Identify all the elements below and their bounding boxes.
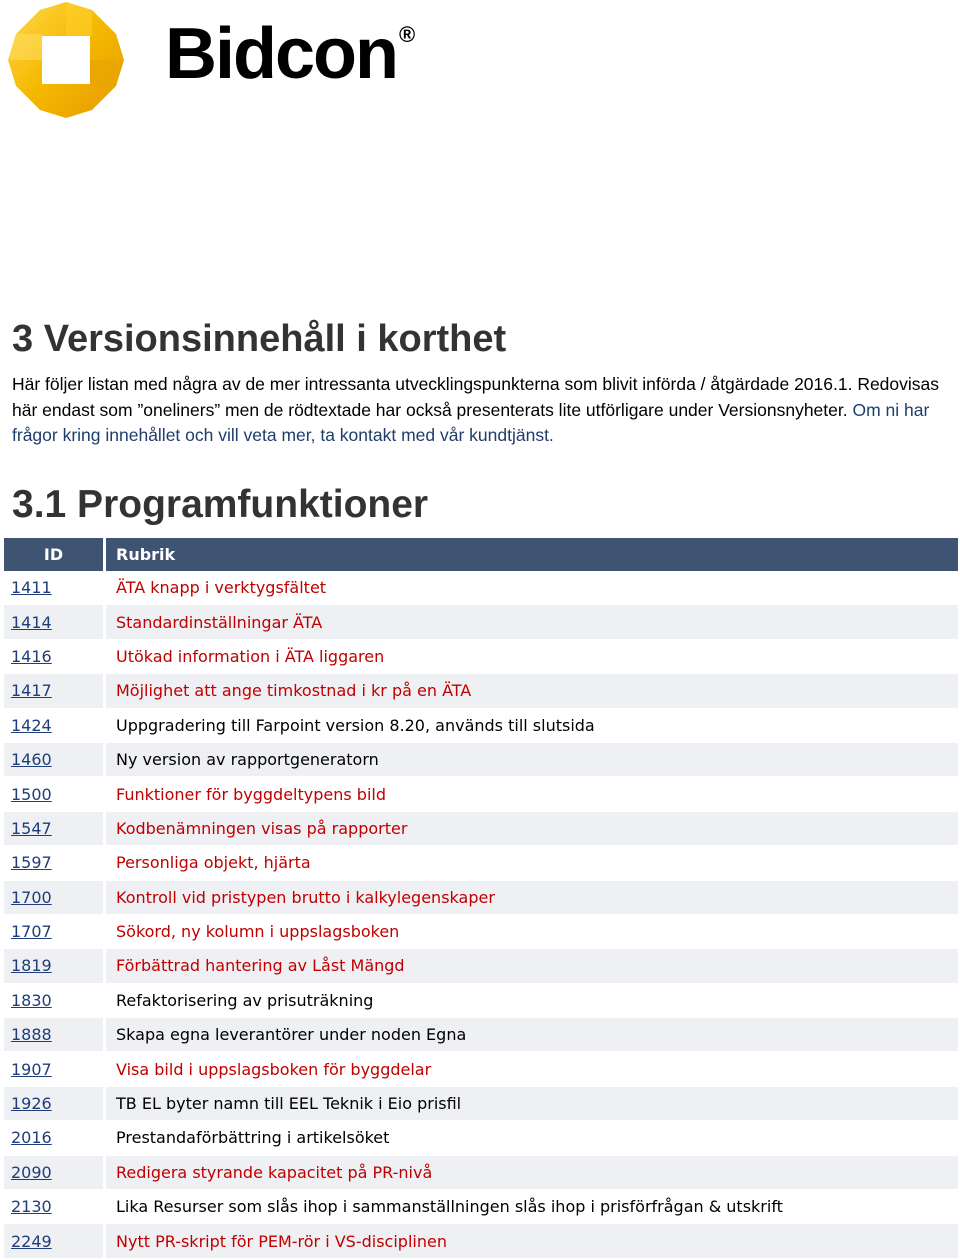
row-id-cell: [4, 674, 105, 708]
intro-contact-text: Om ni har frågor kring innehållet och vill veta mer, ta kontakt med vår kundtjänst.: [12, 399, 930, 446]
issue-id-link[interactable]: 2130: [11, 1197, 52, 1217]
subsection-title: 3.1 Programfunktioner: [12, 483, 429, 526]
row-rubrik-cell: Prestandaförbättring i artikelsöket: [105, 1121, 959, 1155]
row-id-cell: [4, 1052, 105, 1086]
issue-id-link[interactable]: 1907: [11, 1059, 52, 1079]
row-rubrik-cell: Förbättrad hantering av Låst Mängd: [105, 949, 959, 983]
column-header-id: ID: [4, 538, 105, 571]
row-id-cell: [4, 742, 105, 776]
section-title: 3 Versionsinnehåll i korthet: [12, 318, 507, 360]
row-id-cell: [4, 605, 105, 639]
intro-paragraph: [12, 372, 942, 449]
row-rubrik-cell: Standardinställningar ÄTA: [105, 605, 959, 639]
issue-id-link[interactable]: 1597: [11, 853, 52, 873]
row-rubrik-cell: Skapa egna leverantörer under noden Egna: [105, 1018, 959, 1052]
row-id-cell: [4, 811, 105, 845]
row-id-cell: [4, 1190, 105, 1224]
table-header-row: [4, 538, 958, 571]
table-row: [4, 674, 958, 708]
table-row: [4, 1086, 958, 1120]
table-row: [4, 880, 958, 914]
bidcon-logo-icon: [8, 2, 124, 118]
row-rubrik-cell: TB EL byter namn till EEL Teknik i Eio prisfil: [105, 1086, 959, 1120]
table-row: [4, 742, 958, 776]
row-rubrik-cell: Utökad information i ÄTA liggaren: [105, 639, 959, 673]
table-row: [4, 571, 958, 605]
issue-id-link[interactable]: 2016: [11, 1128, 52, 1148]
row-rubrik-cell: Uppgradering till Farpoint version 8.20, används till slutsida: [105, 708, 959, 742]
issue-id-link[interactable]: 1424: [11, 715, 52, 735]
table-row: [4, 605, 958, 639]
table-row: [4, 777, 958, 811]
issue-id-link[interactable]: 1500: [11, 784, 52, 804]
feature-table: [4, 538, 958, 1259]
row-id-cell: [4, 571, 105, 605]
row-rubrik-cell: Möjlighet att ange timkostnad i kr på en ÄTA: [105, 674, 959, 708]
row-rubrik-cell: ÄTA knapp i verktygsfältet: [105, 571, 959, 605]
issue-id-link[interactable]: 1411: [11, 578, 52, 598]
issue-id-link[interactable]: 1460: [11, 750, 52, 770]
column-header-rubrik: Rubrik: [105, 538, 959, 571]
table-row: [4, 1052, 958, 1086]
row-id-cell: [4, 846, 105, 880]
row-id-cell: [4, 983, 105, 1017]
issue-id-link[interactable]: 2090: [11, 1162, 52, 1182]
row-rubrik-cell: Kontroll vid pristypen brutto i kalkylegenskaper: [105, 880, 959, 914]
intro-text: Här följer listan med några av de mer intressanta utvecklingspunkterna som blivit införda / åtgärdade 2016.1. Redovisas här endast som ”oneliners” men de rödtextade har också presenterats lite utförligare under Versionsnyheter.: [12, 374, 940, 420]
row-id-cell: [4, 639, 105, 673]
row-rubrik-cell: Funktioner för byggdeltypens bild: [105, 777, 959, 811]
row-id-cell: [4, 1121, 105, 1155]
table-row: [4, 914, 958, 948]
table-row: [4, 1155, 958, 1189]
row-rubrik-cell: Sökord, ny kolumn i uppslagsboken: [105, 914, 959, 948]
issue-id-link[interactable]: 1707: [11, 922, 52, 942]
row-id-cell: [4, 1224, 105, 1258]
issue-id-link[interactable]: 1547: [11, 818, 52, 838]
issue-id-link[interactable]: 1414: [11, 612, 52, 632]
table-row: [4, 846, 958, 880]
table-row: [4, 1018, 958, 1052]
brand-wordmark: [165, 14, 414, 94]
row-rubrik-cell: Ny version av rapportgeneratorn: [105, 742, 959, 776]
table-row: [4, 1121, 958, 1155]
row-rubrik-cell: Refaktorisering av prisuträkning: [105, 983, 959, 1017]
brand-name: Bidcon: [165, 14, 397, 94]
issue-id-link[interactable]: 1819: [11, 956, 52, 976]
row-id-cell: [4, 880, 105, 914]
row-rubrik-cell: Personliga objekt, hjärta: [105, 846, 959, 880]
row-id-cell: [4, 1086, 105, 1120]
issue-id-link[interactable]: 1830: [11, 990, 52, 1010]
table-row: [4, 1224, 958, 1258]
table-row: [4, 708, 958, 742]
table-row: [4, 983, 958, 1017]
row-rubrik-cell: Lika Resurser som slås ihop i sammanställningen slås ihop i prisförfrågan & utskrift: [105, 1190, 959, 1224]
row-rubrik-cell: Visa bild i uppslagsboken för byggdelar: [105, 1052, 959, 1086]
row-id-cell: [4, 1018, 105, 1052]
row-id-cell: [4, 914, 105, 948]
issue-id-link[interactable]: 2249: [11, 1231, 52, 1251]
row-id-cell: [4, 949, 105, 983]
row-id-cell: [4, 777, 105, 811]
row-rubrik-cell: Kodbenämningen visas på rapporter: [105, 811, 959, 845]
issue-id-link[interactable]: 1926: [11, 1094, 52, 1114]
registered-mark: ®: [398, 22, 414, 47]
table-body: [4, 571, 958, 1258]
row-rubrik-cell: Nytt PR-skript för PEM-rör i VS-disciplinen: [105, 1224, 959, 1258]
table-row: [4, 949, 958, 983]
issue-id-link[interactable]: 1417: [11, 681, 52, 701]
issue-id-link[interactable]: 1888: [11, 1025, 52, 1045]
row-rubrik-cell: Redigera styrande kapacitet på PR-nivå: [105, 1155, 959, 1189]
table-row: [4, 1190, 958, 1224]
row-id-cell: [4, 1155, 105, 1189]
table-row: [4, 639, 958, 673]
table-row: [4, 811, 958, 845]
issue-id-link[interactable]: 1416: [11, 646, 52, 666]
row-id-cell: [4, 708, 105, 742]
issue-id-link[interactable]: 1700: [11, 887, 52, 907]
